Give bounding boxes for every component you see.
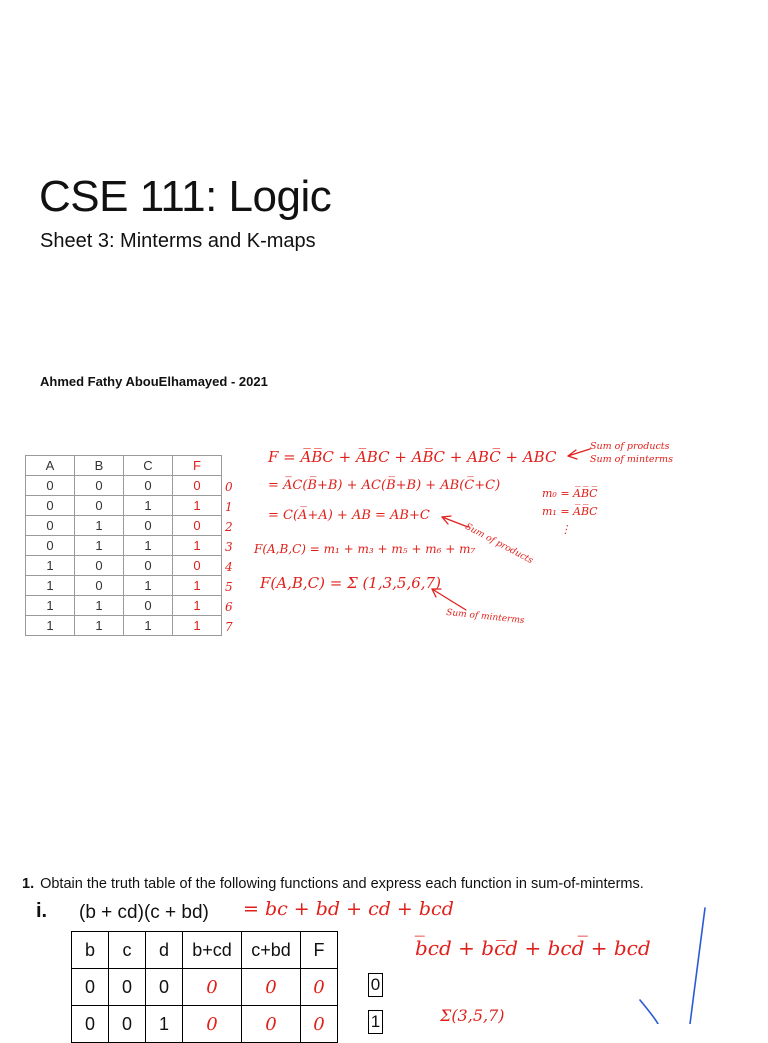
row-index: 4 (225, 560, 233, 574)
table-row (72, 969, 338, 1006)
row-index: 6 (225, 600, 233, 614)
cell: 0 (72, 969, 109, 1006)
cell: 1 (124, 536, 173, 556)
header-b: B (75, 456, 124, 476)
table-row (72, 1006, 338, 1043)
note-text: m₀ = A̅B̅C̅ (542, 487, 598, 500)
cell: 1 (26, 576, 75, 596)
cell: 0 (124, 516, 173, 536)
arrow-icon (568, 449, 590, 456)
cell: 1 (173, 616, 222, 636)
cell: 1 (75, 596, 124, 616)
cell: 0 (26, 536, 75, 556)
cell: 1 (124, 496, 173, 516)
handwritten-line-2: = A̅C(B̅+B) + AC(B̅+B) + AB(C̅+C) (268, 478, 501, 493)
page-title: CSE 111: Logic (39, 172, 332, 221)
author-line: Ahmed Fathy AbouElhamayed - 2021 (40, 374, 268, 389)
note-text: Sum of minterms (590, 454, 673, 465)
question-number: 1. (22, 876, 35, 892)
cell: 0 (72, 1006, 109, 1043)
cell: 1 (75, 616, 124, 636)
cell: 0 (75, 476, 124, 496)
part-expression: (b + cd)(c + bd) (79, 902, 209, 923)
cell: 0 (124, 476, 173, 496)
cell: 1 (26, 616, 75, 636)
blue-pen-check-icon (640, 1000, 658, 1024)
row-index: 0 (225, 480, 233, 494)
handwritten-minterms: b̅cd + bc̅d + bcd̅ + bcd (415, 936, 651, 960)
cell: 0 (75, 576, 124, 596)
cell: 0 (183, 1006, 242, 1043)
row-index: 1 (225, 500, 233, 514)
handwritten-line-4: F(A,B,C) = m₁ + m₃ + m₅ + m₆ + m₇ (254, 542, 476, 556)
blue-pen-line-icon (690, 908, 705, 1024)
header-a: A (26, 456, 75, 476)
minterm-index-box: 0 (368, 973, 383, 997)
note-text: ⋮ (560, 523, 571, 536)
row-index: 5 (225, 580, 233, 594)
cell: 0 (26, 476, 75, 496)
cell: 1 (26, 556, 75, 576)
cell: 0 (242, 969, 301, 1006)
note-text: m₁ = A̅B̅C (542, 505, 598, 518)
cell: 0 (75, 556, 124, 576)
cell: 0 (183, 969, 242, 1006)
cell: 0 (301, 969, 338, 1006)
cell: 0 (124, 556, 173, 576)
cell: 1 (75, 536, 124, 556)
cell: 0 (146, 969, 183, 1006)
row-index: 7 (225, 620, 233, 634)
question-1 (22, 876, 644, 892)
cell: 0 (26, 516, 75, 536)
cell: 1 (26, 596, 75, 616)
part-label: i. (36, 900, 48, 922)
header-f: F (301, 932, 338, 969)
handwritten-expansion: = bc + bd + cd + bcd (243, 898, 454, 920)
header-c-plus-bd: c+bd (242, 932, 301, 969)
cell: 1 (75, 516, 124, 536)
handwritten-line-3: = C(A̅+A) + AB = AB+C (268, 508, 430, 523)
row-index: 2 (225, 520, 233, 534)
handwritten-sigma: Σ(3,5,7) (440, 1006, 505, 1025)
header-d: d (146, 932, 183, 969)
minterm-index-box: 1 (368, 1010, 383, 1034)
cell: 1 (124, 576, 173, 596)
handwritten-line-1: F = A̅B̅C + A̅BC + AB̅C + ABC̅ + ABC (268, 448, 557, 466)
cell: 1 (146, 1006, 183, 1043)
cell: 1 (173, 596, 222, 616)
header-c: c (109, 932, 146, 969)
note-sum-of-minterms-2: Sum of minterms (445, 607, 525, 627)
question-text: Obtain the truth table of the following functions and express each function in sum-of-minterms. (40, 876, 644, 892)
header-b-plus-cd: b+cd (183, 932, 242, 969)
header-c: C (124, 456, 173, 476)
cell: 0 (301, 1006, 338, 1043)
cell: 1 (124, 616, 173, 636)
note-text: Sum of products (590, 441, 670, 452)
cell: 1 (173, 496, 222, 516)
cell: 0 (173, 516, 222, 536)
question-truth-table (71, 931, 338, 1043)
handwritten-line-5: F(A,B,C) = Σ (1,3,5,6,7) (260, 574, 441, 592)
cell: 0 (109, 1006, 146, 1043)
header-f: F (173, 456, 222, 476)
cell: 0 (242, 1006, 301, 1043)
table-header-row (72, 932, 338, 969)
cell: 1 (173, 576, 222, 596)
arrow-icon (432, 589, 466, 610)
cell: 0 (124, 596, 173, 616)
header-b: b (72, 932, 109, 969)
cell: 0 (173, 476, 222, 496)
page-subtitle: Sheet 3: Minterms and K-maps (40, 230, 316, 252)
cell: 0 (109, 969, 146, 1006)
cell: 1 (173, 536, 222, 556)
cell: 0 (75, 496, 124, 516)
note-sum-of-products-2: Sum of products (463, 522, 535, 567)
cell: 0 (26, 496, 75, 516)
cell: 0 (173, 556, 222, 576)
row-index: 3 (225, 540, 233, 554)
